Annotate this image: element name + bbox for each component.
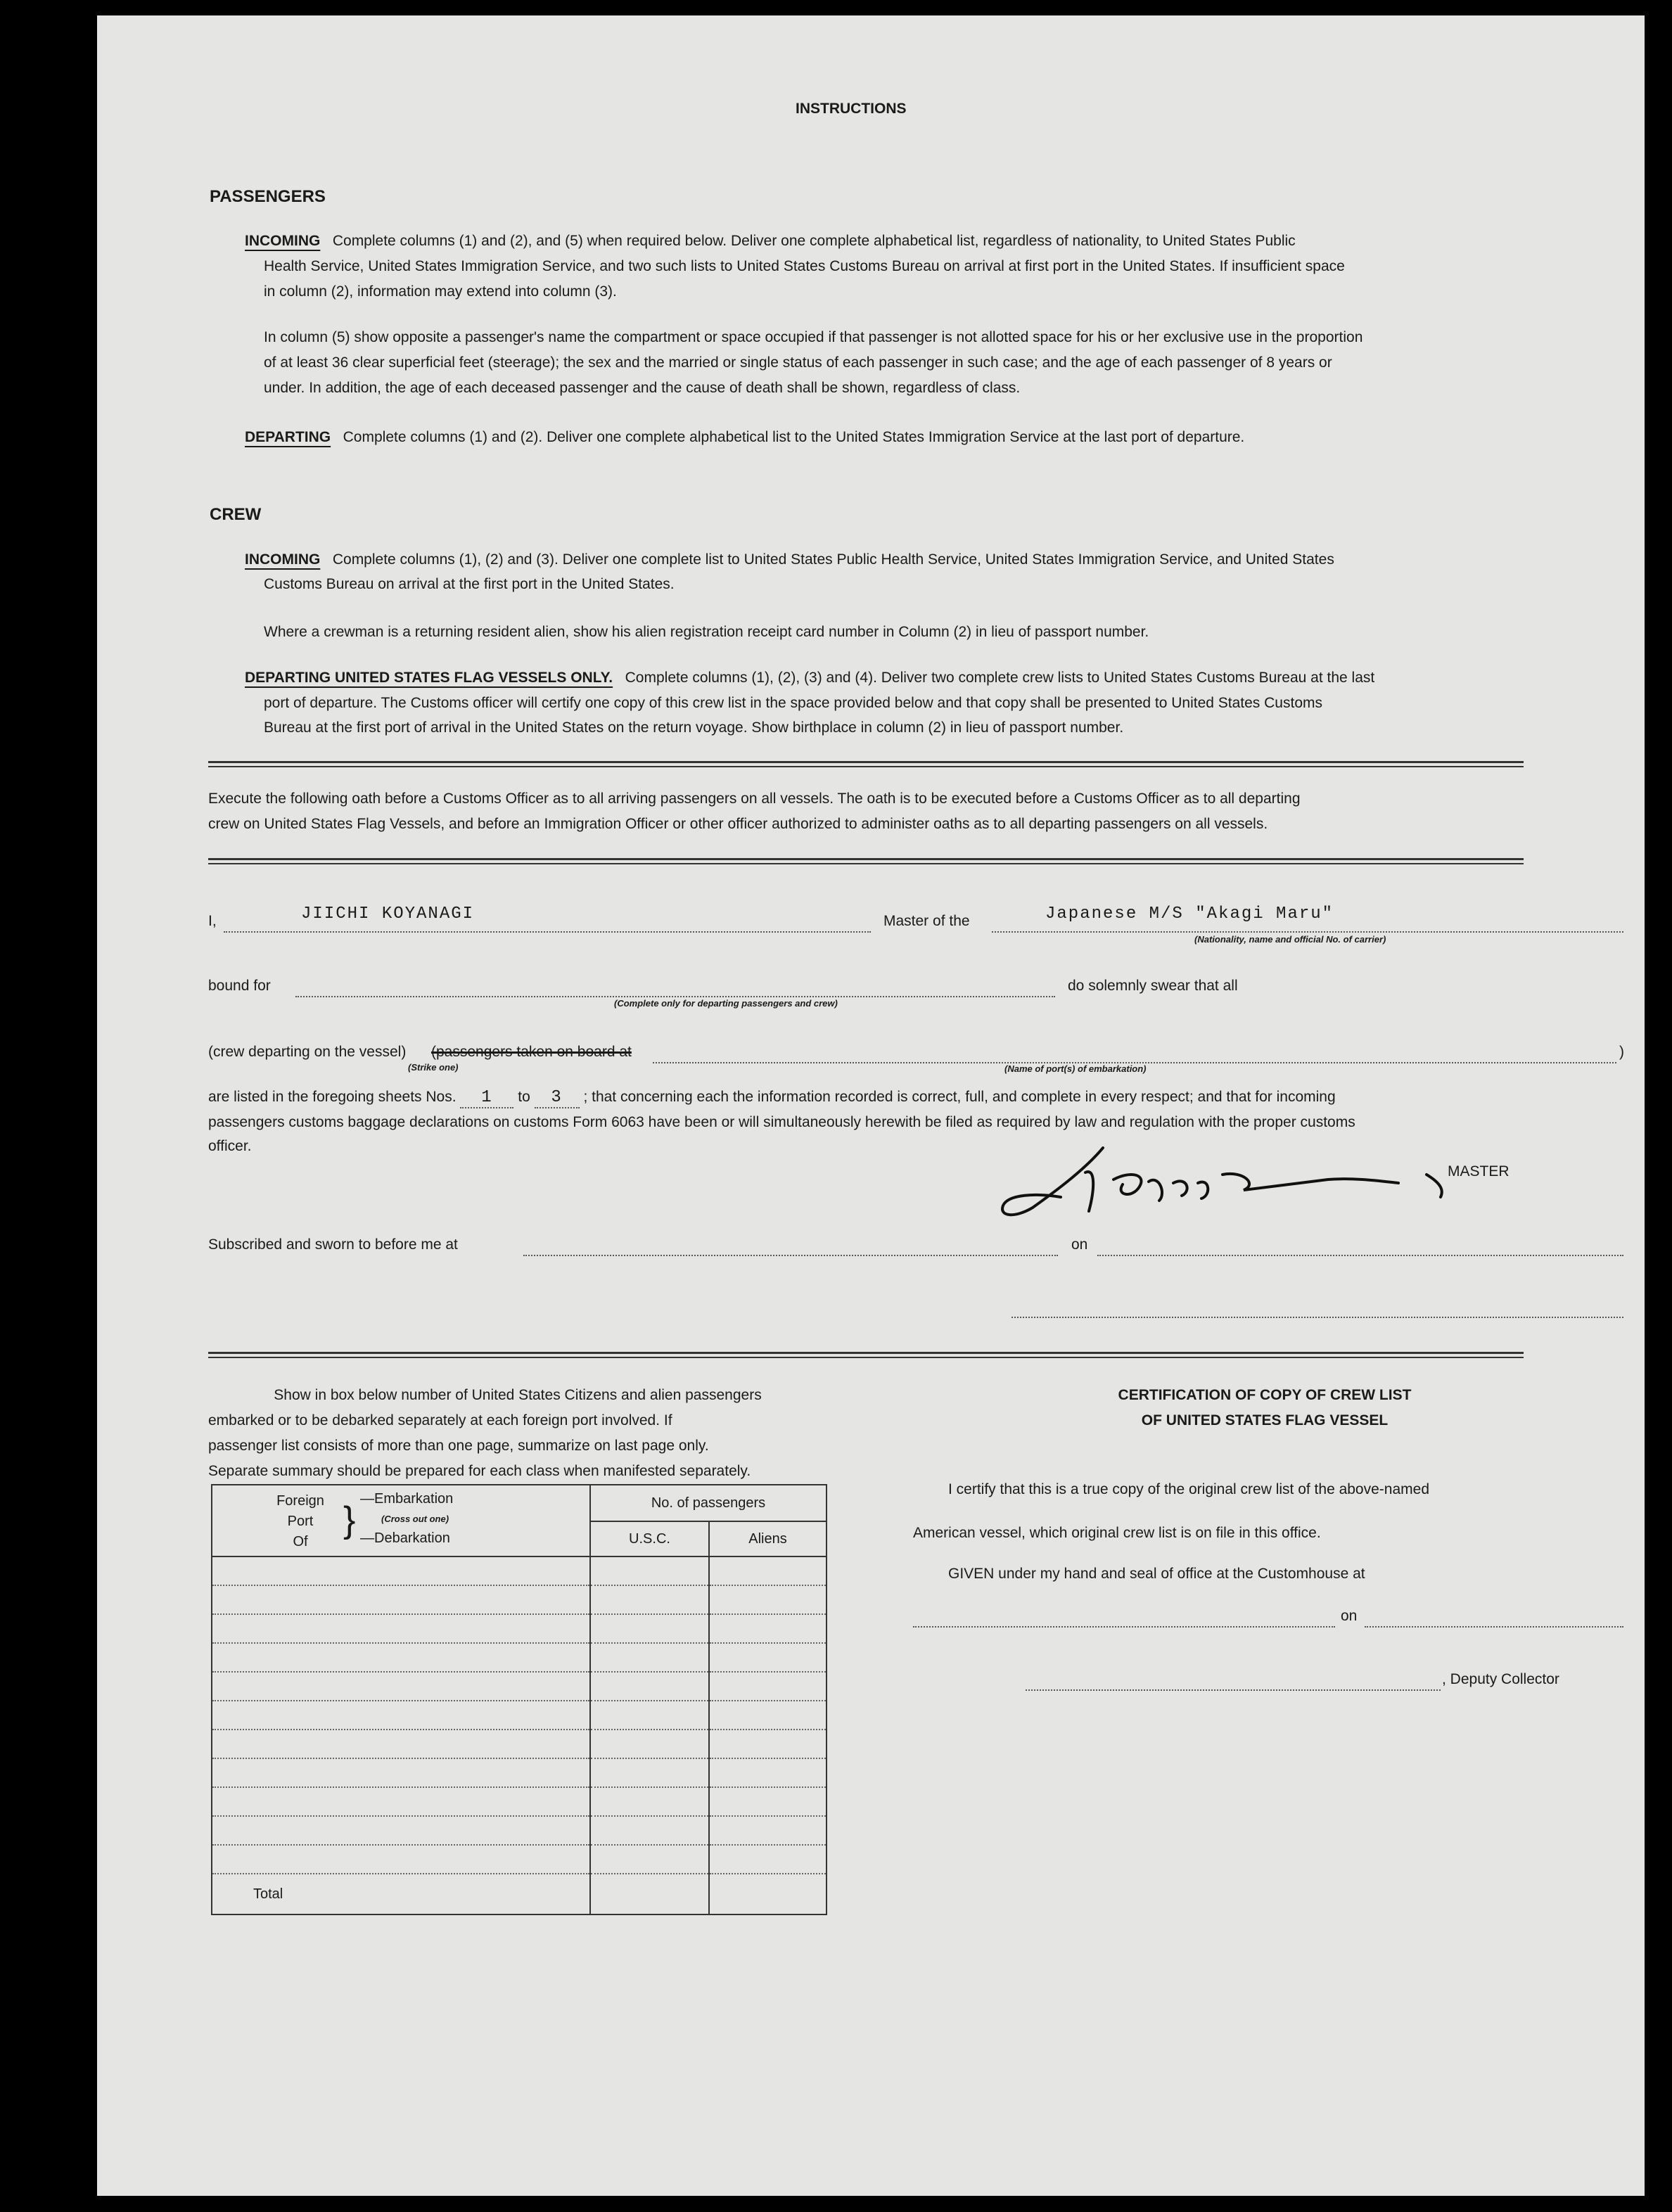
summary-line-2: embarked or to be debarked separately at each foreign port involved. If <box>208 1412 672 1428</box>
certification-line-1: I certify that this is a true copy of the original crew list of the above-named <box>948 1481 1429 1497</box>
deputy-collector-signature-line[interactable] <box>1026 1689 1441 1691</box>
passengers-incoming-line-2: Health Service, United States Immigration Service, and two such lists to United States Customs Bureau on arrival at first port in the United States. If insufficient space <box>264 258 1345 274</box>
certification-date-line[interactable] <box>1365 1626 1623 1628</box>
table-row <box>212 1816 827 1845</box>
subscribed-place-line[interactable] <box>523 1255 1058 1256</box>
to-label: to <box>518 1089 530 1105</box>
table-row <box>212 1614 827 1643</box>
sheet-to[interactable]: 3 <box>535 1089 580 1108</box>
vessel-name[interactable]: Japanese M/S "Akagi Maru" <box>1045 904 1334 923</box>
crew-incoming-line-2: Customs Bureau on arrival at the first port in the United States. <box>264 576 675 592</box>
listed-text: ; that concerning each the information recorded is correct, full, and complete in every respect; and that for incoming <box>583 1089 1336 1105</box>
table-row <box>212 1730 827 1758</box>
of-label: Of <box>293 1534 308 1549</box>
master-label: MASTER <box>1448 1163 1510 1179</box>
passengers-count-header: No. of passengers <box>590 1485 827 1521</box>
passengers-departing-text: Complete columns (1) and (2). Deliver one complete alphabetical list to the United States Immigration Service at the last port of departure. <box>343 429 1245 445</box>
listed-line-3: officer. <box>208 1138 252 1154</box>
struck-passengers-option: (passengers taken on board at <box>431 1044 632 1060</box>
name-field-line <box>224 931 871 933</box>
officer-signature-line[interactable] <box>1012 1317 1623 1318</box>
column5-line-2: of at least 36 clear superficial feet (steerage); the sex and the married or single status of each passenger in such case; and the age of each passenger of 8 years or <box>264 354 1332 371</box>
on-label: on <box>1071 1236 1088 1253</box>
total-label: Total <box>212 1874 590 1914</box>
sheet-from[interactable]: 1 <box>460 1089 513 1108</box>
passengers-departing-label: DEPARTING <box>245 429 331 445</box>
document-page <box>97 15 1645 2196</box>
certification-title-line-2: OF UNITED STATES FLAG VESSEL <box>1141 1412 1389 1428</box>
certification-line-3: GIVEN under my hand and seal of office at the Customhouse at <box>948 1566 1365 1582</box>
divider-rule <box>208 761 1524 767</box>
listed-line-1 <box>208 1085 1336 1110</box>
debarkation-option[interactable]: —Debarkation <box>360 1530 450 1546</box>
total-row <box>212 1874 827 1914</box>
crew-departing-line-2: port of departure. The Customs officer will certify one copy of this crew list in the space provided below and that copy shall be presented to United States Customs <box>264 695 1322 711</box>
subscribed-label: Subscribed and sworn to before me at <box>208 1236 458 1253</box>
crew-departing-label: (crew departing on the vessel) <box>208 1044 407 1060</box>
oath-intro-line-2: crew on United States Flag Vessels, and before an Immigration Officer or other officer authorized to administer oaths as to all departing passengers on all vessels. <box>208 816 1268 832</box>
crew-incoming-label: INCOMING <box>245 551 321 568</box>
certification-title <box>913 1383 1616 1433</box>
crew-incoming-line-1 <box>245 547 1334 573</box>
embarkation-option[interactable]: —Embarkation <box>360 1491 454 1507</box>
passengers-incoming-label: INCOMING <box>245 233 321 249</box>
bound-for-label: bound for <box>208 978 271 994</box>
i-label: I, <box>208 913 217 929</box>
passengers-heading: PASSENGERS <box>210 187 326 206</box>
foreign-label: Foreign <box>276 1493 324 1509</box>
certification-title-line-1: CERTIFICATION OF COPY OF CREW LIST <box>1118 1387 1412 1403</box>
cross-out-note: (Cross out one) <box>381 1514 449 1524</box>
listed-label: are listed in the foregoing sheets Nos. <box>208 1089 457 1105</box>
subscribed-date-line[interactable] <box>1097 1255 1623 1256</box>
table-row <box>212 1556 827 1585</box>
column5-line-1: In column (5) show opposite a passenger's name the compartment or space occupied if that passenger is not allotted space for his or her exclusive use in the proportion <box>264 329 1363 345</box>
swear-label: do solemnly swear that all <box>1068 978 1238 994</box>
master-of-label: Master of the <box>883 913 970 929</box>
divider-rule <box>208 858 1524 864</box>
table-row <box>212 1643 827 1672</box>
crew-departing-label: DEPARTING UNITED STATES FLAG VESSELS ONLY. <box>245 670 613 686</box>
table-row <box>212 1787 827 1816</box>
foreign-port-header: Foreign Port Of } —Embarkation (Cross out one) —Debarkation <box>212 1485 590 1556</box>
divider-rule <box>208 1352 1524 1358</box>
table-row <box>212 1758 827 1787</box>
table-row <box>212 1672 827 1701</box>
passenger-summary-table <box>211 1484 827 1915</box>
summary-line-4: Separate summary should be prepared for each class when manifested separately. <box>208 1463 751 1479</box>
page-title: INSTRUCTIONS <box>796 101 907 117</box>
column5-line-3: under. In addition, the age of each deceased passenger and the cause of death shall be shown, regardless of class. <box>264 380 1021 396</box>
table-row <box>212 1701 827 1730</box>
bound-for-caption: (Complete only for departing passengers and crew) <box>614 998 838 1009</box>
bound-for-field-line[interactable] <box>295 996 1055 997</box>
summary-line-3: passenger list consists of more than one page, summarize on last page only. <box>208 1438 709 1454</box>
aliens-header: Aliens <box>709 1521 827 1556</box>
crew-heading: CREW <box>210 505 262 524</box>
total-usc[interactable] <box>590 1874 709 1914</box>
crew-departing-text: Complete columns (1), (2), (3) and (4). Deliver two complete crew lists to United States Customs Bureau at the last <box>625 670 1375 686</box>
close-paren: ) <box>1619 1044 1624 1060</box>
deputy-collector-label: , Deputy Collector <box>1442 1671 1559 1687</box>
table-row <box>212 1585 827 1614</box>
passengers-incoming-line-1 <box>245 229 1296 254</box>
table-header <box>212 1485 827 1521</box>
vessel-caption: (Nationality, name and official No. of carrier) <box>1194 934 1386 945</box>
total-aliens[interactable] <box>709 1874 827 1914</box>
ports-caption: (Name of port(s) of embarkation) <box>1004 1063 1147 1074</box>
summary-line-1: Show in box below number of United States Citizens and alien passengers <box>274 1387 762 1403</box>
crew-resident-line: Where a crewman is a returning resident alien, show his alien registration receipt card number in Column (2) in lieu of passport number. <box>264 624 1149 640</box>
summary-instructions <box>208 1383 827 1484</box>
usc-header: U.S.C. <box>590 1521 709 1556</box>
customhouse-field-line[interactable] <box>913 1626 1335 1628</box>
crew-departing-line-3: Bureau at the first port of arrival in the United States on the return voyage. Show birthplace in column (2) in lieu of passport number. <box>264 720 1124 736</box>
certification-on-label: on <box>1341 1608 1358 1624</box>
passengers-incoming-text: Complete columns (1) and (2), and (5) when required below. Deliver one complete alphabetical list, regardless of nationality, to United States Public <box>332 233 1296 249</box>
vessel-field-line <box>992 931 1623 933</box>
passengers-departing-line <box>245 425 1244 450</box>
certification-line-2: American vessel, which original crew list is on file in this office. <box>913 1525 1321 1541</box>
crew-departing-line-1 <box>245 665 1374 691</box>
master-name[interactable]: JIICHI KOYANAGI <box>301 904 475 923</box>
table-row <box>212 1845 827 1874</box>
strike-caption: (Strike one) <box>408 1062 459 1073</box>
passengers-incoming-line-3: in column (2), information may extend into column (3). <box>264 283 617 300</box>
crew-incoming-text: Complete columns (1), (2) and (3). Deliver one complete list to United States Public Health Service, United States Immigration Service, and United States <box>332 551 1334 568</box>
listed-line-2: passengers customs baggage declarations on customs Form 6063 have been or will simultaneously herewith be filed as required by law and regulation with the proper customs <box>208 1114 1355 1130</box>
oath-intro-line-1: Execute the following oath before a Customs Officer as to all arriving passengers on all vessels. The oath is to be executed before a Customs Officer as to all departing <box>208 791 1301 807</box>
port-label: Port <box>287 1514 314 1529</box>
